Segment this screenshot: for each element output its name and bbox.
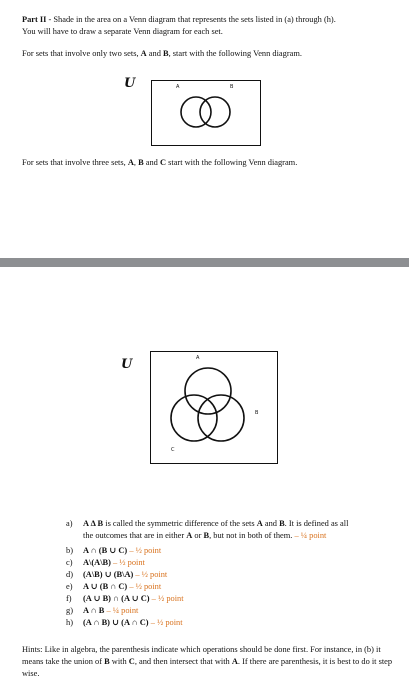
problem-a-line1-rest: is called the symmetric difference of the sets <box>103 519 257 528</box>
venn3-set-b-label: B <box>255 410 259 416</box>
problem-h-expr: (A ∩ B) ∪ (A ∩ C) <box>83 618 149 627</box>
problem-e-label: e) <box>66 582 73 591</box>
hints-a: A <box>231 657 238 666</box>
venn2-circle-b <box>200 97 230 127</box>
venn2-universe-box <box>151 80 261 146</box>
problem-c-label: c) <box>66 558 73 567</box>
problem-c-text <box>83 557 145 568</box>
venn3-universe-box <box>150 351 278 464</box>
problem-a-line2-b: B <box>203 531 210 540</box>
problem-a-line2-a: A <box>186 531 193 540</box>
problem-e-text <box>83 581 161 592</box>
three-sets-c: C <box>159 158 167 167</box>
venn2-set-b-label: B <box>230 84 234 90</box>
problem-a-line1-end: . It is defined as all <box>284 519 349 528</box>
two-sets-post: , start with the following Venn diagram. <box>168 49 302 58</box>
problem-h-label: h) <box>66 618 73 627</box>
two-sets-b: B <box>162 49 169 58</box>
problem-d-label: d) <box>66 570 73 579</box>
problem-c-points: – ½ point <box>110 558 145 567</box>
hints-post: . If there are parenthesis, it is best to do it step wise. <box>22 657 393 678</box>
problem-c-expr: A\(A\B) <box>83 558 111 567</box>
problem-a-line2-pre: the outcomes that are in either <box>83 531 187 540</box>
problem-a-line1-a: A <box>256 519 263 528</box>
problem-a-line2-post: , but not in both of them. <box>209 531 295 540</box>
page-divider <box>0 258 409 267</box>
problem-d-points: – ½ point <box>133 570 168 579</box>
venn3-diagram <box>151 352 276 462</box>
problem-g-label: g) <box>66 606 73 615</box>
two-sets-pre: For sets that involve only two sets, <box>22 49 141 58</box>
problem-a-points: – ¼ point <box>294 531 327 540</box>
venn3-universe-label: U <box>121 357 133 372</box>
venn3-circle-c <box>171 395 217 441</box>
hints-mid: , and then intersect that with <box>134 657 232 666</box>
problem-a-line1 <box>83 518 348 529</box>
problem-a-line2 <box>83 530 326 541</box>
hints-b: B <box>104 657 110 666</box>
problem-g-expr: A ∩ B <box>83 606 105 615</box>
problem-f-text <box>83 593 184 604</box>
problem-h-text <box>83 617 183 628</box>
problem-f-expr: (A ∪ B) ∩ (A ∪ C) <box>83 594 150 603</box>
problem-a-label: a) <box>66 519 73 528</box>
three-sets-instruction <box>22 157 297 168</box>
three-sets-pre: For sets that involve three sets, <box>22 158 128 167</box>
three-sets-post: start with the following Venn diagram. <box>166 158 298 167</box>
problem-e-points: – ½ point <box>127 582 162 591</box>
venn2-set-a-label: A <box>176 84 180 90</box>
intro-line2: You will have to draw a separate Venn diagram for each set. <box>22 27 223 36</box>
problem-b-label: b) <box>66 546 73 555</box>
problem-d-text <box>83 569 167 580</box>
venn2-diagram <box>152 81 259 144</box>
hints-pre: Hints: Like in algebra, the parenthesis indicate which operations should be done first. For instance, in (b) it means take the union of <box>22 645 381 666</box>
problem-b-points: – ½ point <box>127 546 162 555</box>
problem-a-line2-or: or <box>192 531 204 540</box>
three-sets-comma: , <box>133 158 139 167</box>
intro-line1: - Shade in the area on a Venn diagram that represents the sets listed in (a) through (h). <box>46 15 336 24</box>
part-title: Part II <box>22 15 47 24</box>
problem-b-text <box>83 545 161 556</box>
part-heading <box>22 14 336 25</box>
problem-g-text <box>83 605 138 616</box>
problem-g-points: – ¼ point <box>104 606 139 615</box>
problem-f-label: f) <box>66 594 72 603</box>
problem-d-expr: (A\B) ∪ (B\A) <box>83 570 134 579</box>
hints-paragraph <box>22 644 397 680</box>
venn3-circle-a <box>185 368 231 414</box>
problem-e-expr: A ∪ (B ∩ C) <box>83 582 128 591</box>
venn2-universe-label: U <box>124 76 136 91</box>
two-sets-and: and <box>146 49 163 58</box>
two-sets-instruction <box>22 48 302 59</box>
three-sets-and: and <box>143 158 160 167</box>
venn3-set-c-label: C <box>171 447 175 453</box>
venn3-set-a-label: A <box>196 355 200 361</box>
problem-a-line1-and: and <box>262 519 280 528</box>
three-sets-a: A <box>127 158 134 167</box>
venn3-circle-b <box>198 395 244 441</box>
hints-with: with <box>109 657 129 666</box>
problem-a-expr: A Δ B <box>83 519 104 528</box>
problem-h-points: – ½ point <box>148 618 183 627</box>
problem-f-points: – ½ point <box>149 594 184 603</box>
problem-a-line1-b: B <box>279 519 285 528</box>
hints-c: C <box>128 657 135 666</box>
venn2-circle-a <box>181 97 211 127</box>
three-sets-b: B <box>138 158 144 167</box>
problem-b-expr: A ∩ (B ∪ C) <box>83 546 128 555</box>
two-sets-a: A <box>140 49 147 58</box>
